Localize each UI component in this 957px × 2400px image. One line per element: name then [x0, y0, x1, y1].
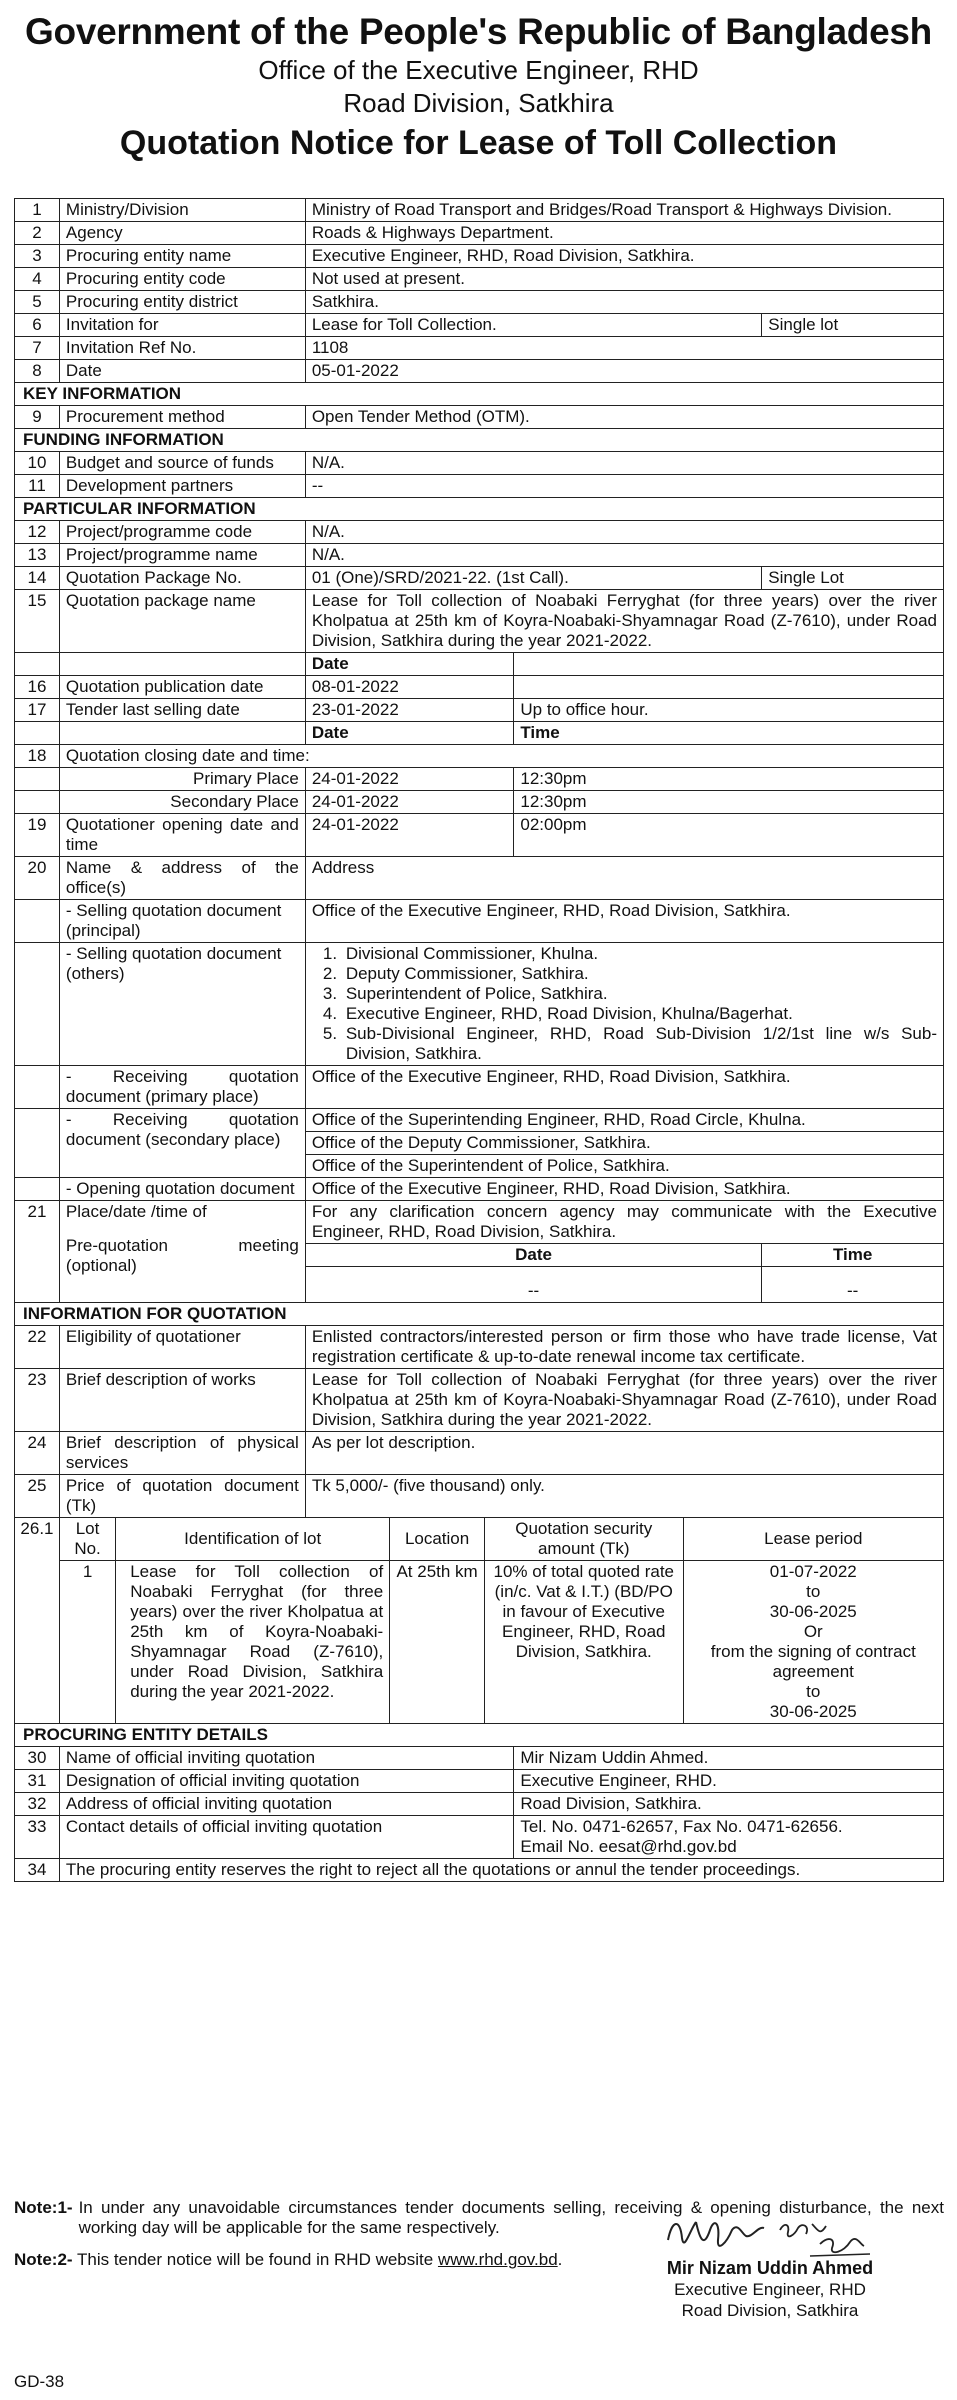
document-code: GD-38 [14, 2372, 65, 2391]
table-row: - Receiving quotation document (primary place) Office of the Executive Engineer, RHD, Road Division, Satkhira. [15, 1066, 944, 1109]
notice-title: Quotation Notice for Lease of Toll Collection [119, 124, 838, 162]
table-row: 33 Contact details of official inviting quotation Tel. No. 0471-62657, Fax No. 0471-62656. Email No. eesat@rhd.gov.bd [15, 1816, 944, 1859]
table-row: 10 Budget and source of funds N/A. [15, 452, 944, 475]
lot-header-row: Lot No. Identification of lot Location Quotation security amount (Tk) Lease period [60, 1518, 943, 1561]
table-row: 22 Eligibility of quotationer Enlisted contractors/interested person or firm those who have trade license, Vat registration certificate & up-to-date renewal income tax certificate. [15, 1326, 944, 1369]
table-row: 15 Quotation package name Lease for Toll collection of Noabaki Ferryghat (for three years) over the river Kholpatua at 25th km of Koyra-Noabaki-Shyamnagar Road (Z-7610), under Road Division, Satkhira during the year 2021-2022. [15, 590, 944, 653]
section-heading: FUNDING INFORMATION [15, 429, 944, 452]
table-row: -- -- [15, 1267, 944, 1303]
table-row: 16 Quotation publication date 08-01-2022 [15, 676, 944, 699]
rhd-website-link[interactable]: www.rhd.gov.bd [437, 2250, 558, 2269]
lot-table [60, 1518, 943, 1723]
table-row: 4 Procuring entity code Not used at present. [15, 268, 944, 291]
table-row: - Opening quotation document Office of the Executive Engineer, RHD, Road Division, Satkhira. [15, 1178, 944, 1201]
table-row: 18 Quotation closing date and time: [15, 745, 944, 768]
section-heading: PARTICULAR INFORMATION [15, 498, 944, 521]
office-heading: Office of the Executive Engineer, RHD [258, 55, 699, 85]
table-row: 9 Procurement method Open Tender Method (OTM). [15, 406, 944, 429]
table-row: 8 Date 05-01-2022 [15, 360, 944, 383]
section-heading: PROCURING ENTITY DETAILS [15, 1724, 944, 1747]
table-row: Secondary Place 24-01-2022 12:30pm [15, 791, 944, 814]
table-row: 14 Quotation Package No. 01 (One)/SRD/2021-22. (1st Call). Single Lot [15, 567, 944, 590]
table-row: - Receiving quotation document (secondary place) Office of the Superintending Engineer, RHD, Road Circle, Khulna. [15, 1109, 944, 1132]
table-row: 31 Designation of official inviting quotation Executive Engineer, RHD. [15, 1770, 944, 1793]
division-heading: Road Division, Satkhira [343, 88, 614, 118]
table-row: Date [15, 653, 944, 676]
table-row: Date Time [15, 1244, 944, 1267]
section-heading: INFORMATION FOR QUOTATION [15, 1303, 944, 1326]
note-1: Note:1- In under any unavoidable circumstances tender documents selling, receiving & opening disturbance, the next working day will be applicable for the same respectively. [14, 2198, 944, 2237]
table-row: 3 Procuring entity name Executive Engineer, RHD, Road Division, Satkhira. [15, 245, 944, 268]
table-row: Office of the Superintendent of Police, Satkhira. [15, 1155, 944, 1178]
signatory-designation: Executive Engineer, RHD [674, 2280, 866, 2299]
table-row: 32 Address of official inviting quotation Road Division, Satkhira. [15, 1793, 944, 1816]
government-heading: Government of the People's Republic of Bangladesh [25, 11, 932, 52]
table-row: 13 Project/programme name N/A. [15, 544, 944, 567]
table-row: - Selling quotation document (principal) Office of the Executive Engineer, RHD, Road Division, Satkhira. [15, 900, 944, 943]
quotation-table [14, 198, 944, 1882]
table-row: 11 Development partners -- [15, 475, 944, 498]
lease-period: 01-07-2022 to 30-06-2025 Or from the signing of contract agreement to 30-06-2025 [683, 1561, 943, 1724]
table-row: 26.1 Lot No. Identification of lot Location Quotation security amount (Tk) Lease period 1 Lease for Toll collection of Noabaki Ferryghat (for three years) over the river Kholpatua at 25th km of Koyra-Noabaki-Shyamnagar Road (Z-7610), under Road Division, Satkhira during the year 2021-2022. At 25th km 10% of total quoted rate (in/c. Vat & I.T.) (BD/PO in favour of Executive Engineer, RHD, Road Division, Satkhira. 01-07-2022 to 30-06-2025 Or from the signing of contract agreement to 30-06-2025 [15, 1518, 944, 1724]
table-row: 6 Invitation for Lease for Toll Collection. Single lot [15, 314, 944, 337]
notice-header [0, 0, 957, 170]
table-row: Primary Place 24-01-2022 12:30pm [15, 768, 944, 791]
table-row: 30 Name of official inviting quotation Mir Nizam Uddin Ahmed. [15, 1747, 944, 1770]
table-row: 7 Invitation Ref No. 1108 [15, 337, 944, 360]
section-heading: KEY INFORMATION [15, 383, 944, 406]
note-2: Note:2- This tender notice will be found in RHD website www.rhd.gov.bd. [14, 2250, 563, 2269]
signatory-name: Mir Nizam Uddin Ahmed [666, 2258, 874, 2278]
table-row: 21 Place/date /time of Pre-quotation meeting (optional) For any clarification concern agency may communicate with the Executive Engineer, RHD, Road Division, Satkhira. [15, 1201, 944, 1244]
lot-row: 1 Lease for Toll collection of Noabaki Ferryghat (for three years) over the river Kholpatua at 25th km of Koyra-Noabaki-Shyamnagar Road (Z-7610), under Road Division, Satkhira during the year 2021-2022. At 25th km 10% of total quoted rate (in/c. Vat & I.T.) (BD/PO in favour of Executive Engineer, RHD, Road Division, Satkhira. 01-07-2022 to 30-06-2025 Or from the signing of contract agreement to 30-06-2025 [60, 1561, 943, 1724]
signature-block [620, 2258, 920, 2321]
table-row: Date Time [15, 722, 944, 745]
table-row: 19 Quotationer opening date and time 24-01-2022 02:00pm [15, 814, 944, 857]
table-row: 1 Ministry/Division Ministry of Road Transport and Bridges/Road Transport & Highways Division. [15, 199, 944, 222]
table-row: 34 The procuring entity reserves the right to reject all the quotations or annul the tender proceedings. [15, 1859, 944, 1882]
table-row: - Selling quotation document (others) 1. Divisional Commissioner, Khulna. 2. Deputy Commissioner, Satkhira. 3. Superintendent of Police, Satkhira. 4. Executive Engineer, RHD, Road Division, Khulna/Bagerhat. 5. Sub-Divisional Engineer, RHD, Road Sub-Division 1/2/1st line w/s Sub-Division, Satkhira. [15, 943, 944, 1066]
table-row: 24 Brief description of physical services As per lot description. [15, 1432, 944, 1475]
signatory-office: Road Division, Satkhira [681, 2301, 859, 2320]
table-row: 12 Project/programme code N/A. [15, 521, 944, 544]
table-row: 2 Agency Roads & Highways Department. [15, 222, 944, 245]
table-row: Office of the Deputy Commissioner, Satkhira. [15, 1132, 944, 1155]
selling-offices-list: 1. Divisional Commissioner, Khulna. 2. Deputy Commissioner, Satkhira. 3. Superintendent of Police, Satkhira. 4. Executive Engineer, RHD, Road Division, Khulna/Bagerhat. 5. Sub-Divisional Engineer, RHD, Road Sub-Division 1/2/1st line w/s Sub-Division, Satkhira. [305, 943, 943, 1066]
table-row: 5 Procuring entity district Satkhira. [15, 291, 944, 314]
table-row: 20 Name & address of the office(s) Address [15, 857, 944, 900]
table-row: 17 Tender last selling date 23-01-2022 Up to office hour. [15, 699, 944, 722]
table-row: 25 Price of quotation document (Tk) Tk 5,000/- (five thousand) only. [15, 1475, 944, 1518]
table-row: 23 Brief description of works Lease for Toll collection of Noabaki Ferryghat (for three years) over the river Kholpatua at 25th km of Koyra-Noabaki-Shyamnagar Road (Z-7610), under Road Division, Satkhira during the year 2021-2022. [15, 1369, 944, 1432]
